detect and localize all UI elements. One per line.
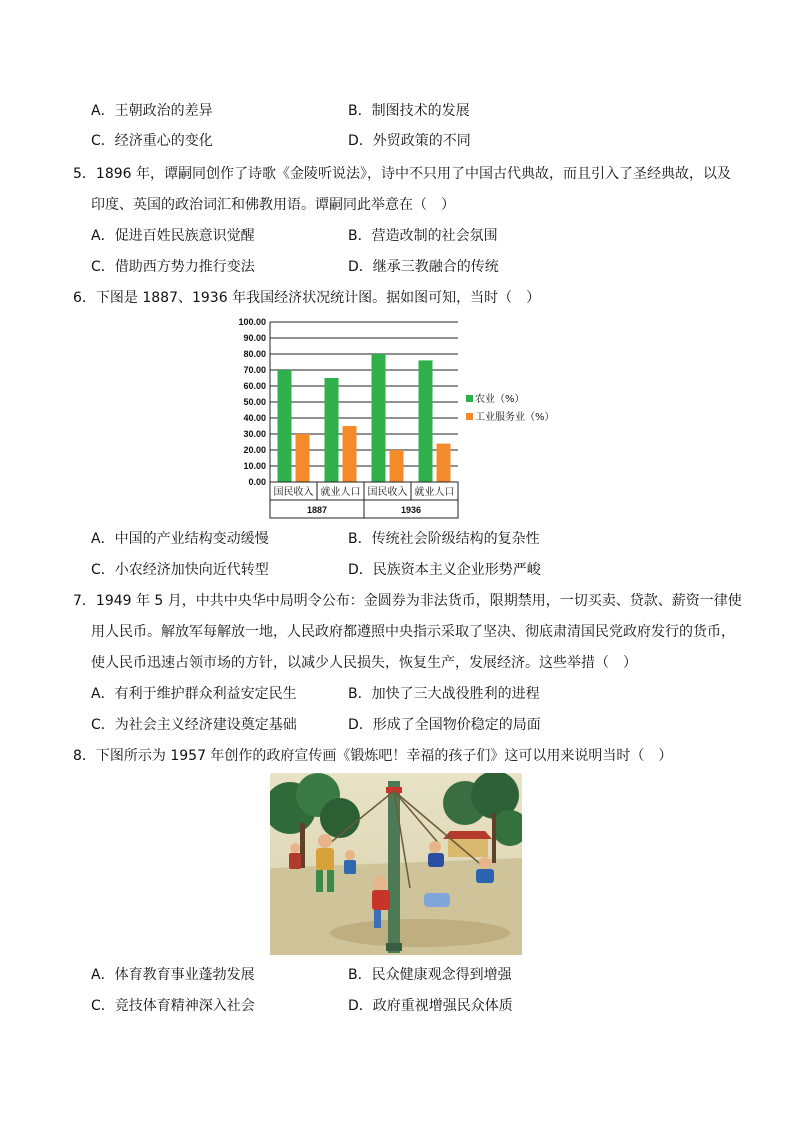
q7-option-a: A．有利于维护群众利益安定民生 (91, 686, 297, 702)
q8-option-d: D．政府重视增强民众体质 (348, 998, 513, 1014)
chart-x-categories (270, 482, 458, 518)
bar (372, 354, 386, 482)
y-tick-label: 50.00 (243, 397, 266, 407)
q8-stem-line1: 8．下图所示为 1957 年创作的政府宣传画《锻炼吧！幸福的孩子们》这可以用来说明当时（ ） (73, 748, 673, 764)
q8-option-a: A．体育教育事业蓬勃发展 (91, 967, 255, 983)
legend-swatch (466, 395, 473, 402)
economic-bar-chart (228, 316, 568, 522)
q5-stem-line2: 印度、英国的政治词汇和佛教用语。谭嗣同此举意在（ ） (91, 197, 455, 213)
q5-option-a: A．促进百姓民族意识觉醒 (91, 228, 255, 244)
y-tick-label: 90.00 (243, 333, 266, 343)
chart-y-ticks (238, 317, 266, 487)
q7-stem-line3: 使人民币迅速占领市场的方针，以减少人民损失，恢复生产，发展经济。这些举措（ ） (91, 655, 637, 671)
q6-option-d: D．民族资本主义企业形势严峻 (348, 562, 541, 578)
x-group-label: 1936 (400, 505, 422, 515)
chart-legend (466, 392, 555, 423)
y-tick-label: 30.00 (243, 429, 266, 439)
y-tick-label: 0.00 (248, 477, 266, 487)
q5-option-b: B．营造改制的社会氛围 (348, 228, 498, 244)
q7-option-b: B．加快了三大战役胜利的进程 (348, 686, 540, 702)
x-category-label: 国民收入 (367, 487, 408, 498)
bar (437, 444, 451, 482)
q8-option-b: B．民众健康观念得到增强 (348, 967, 512, 983)
q4-option-a: A．王朝政治的差异 (91, 103, 213, 119)
q5-stem-line1: 5．1896 年，谭嗣同创作了诗歌《金陵听说法》，诗中不只用了中国古代典故，而且引入了圣经典故，以及 (73, 166, 731, 182)
legend-label: 工业服务业（%） (475, 412, 555, 423)
bar (296, 434, 310, 482)
q7-stem-line1: 7．1949 年 5 月，中共中央华中局明令公布：金圆券为非法货币，限期禁用，一切买卖、贷款、薪资一律使 (73, 593, 742, 609)
y-tick-label: 20.00 (243, 445, 266, 455)
q7-stem-line2: 用人民币。解放军每解放一地，人民政府都遵照中央指示采取了坚决、彻底肃清国民党政府发行的货币， (91, 624, 735, 640)
y-tick-label: 80.00 (243, 349, 266, 359)
y-tick-label: 40.00 (243, 413, 266, 423)
propaganda-painting-image (270, 773, 522, 955)
q6-stem-line1: 6．下图是 1887、1936 年我国经济状况统计图。据如图可知，当时（ ） (73, 290, 541, 306)
x-group-label: 1887 (306, 505, 328, 515)
bar (278, 370, 292, 482)
bar (419, 360, 433, 482)
y-tick-label: 60.00 (243, 381, 266, 391)
q4-option-d: D．外贸政策的不同 (348, 133, 471, 149)
y-tick-label: 70.00 (243, 365, 266, 375)
bar (325, 378, 339, 482)
q4-option-c: C．经济重心的变化 (91, 133, 213, 149)
legend-label: 农业（%） (475, 394, 525, 405)
q7-option-c: C．为社会主义经济建设奠定基础 (91, 717, 297, 733)
q5-option-c: C．借助西方势力推行变法 (91, 259, 255, 275)
bar (390, 450, 404, 482)
y-tick-label: 100.00 (238, 317, 266, 327)
legend-swatch (466, 413, 473, 420)
x-category-label: 国民收入 (273, 487, 314, 498)
x-category-label: 就业人口 (414, 487, 455, 498)
q6-option-c: C．小农经济加快向近代转型 (91, 562, 269, 578)
bar (343, 426, 357, 482)
q6-option-a: A．中国的产业结构变动缓慢 (91, 531, 269, 547)
x-category-label: 就业人口 (320, 487, 361, 498)
q4-option-b: B．制图技术的发展 (348, 103, 470, 119)
q6-option-b: B．传统社会阶级结构的复杂性 (348, 531, 540, 547)
q5-option-d: D．继承三教融合的传统 (348, 259, 499, 275)
y-tick-label: 10.00 (243, 461, 266, 471)
q8-option-c: C．竞技体育精神深入社会 (91, 998, 255, 1014)
q7-option-d: D．形成了全国物价稳定的局面 (348, 717, 541, 733)
